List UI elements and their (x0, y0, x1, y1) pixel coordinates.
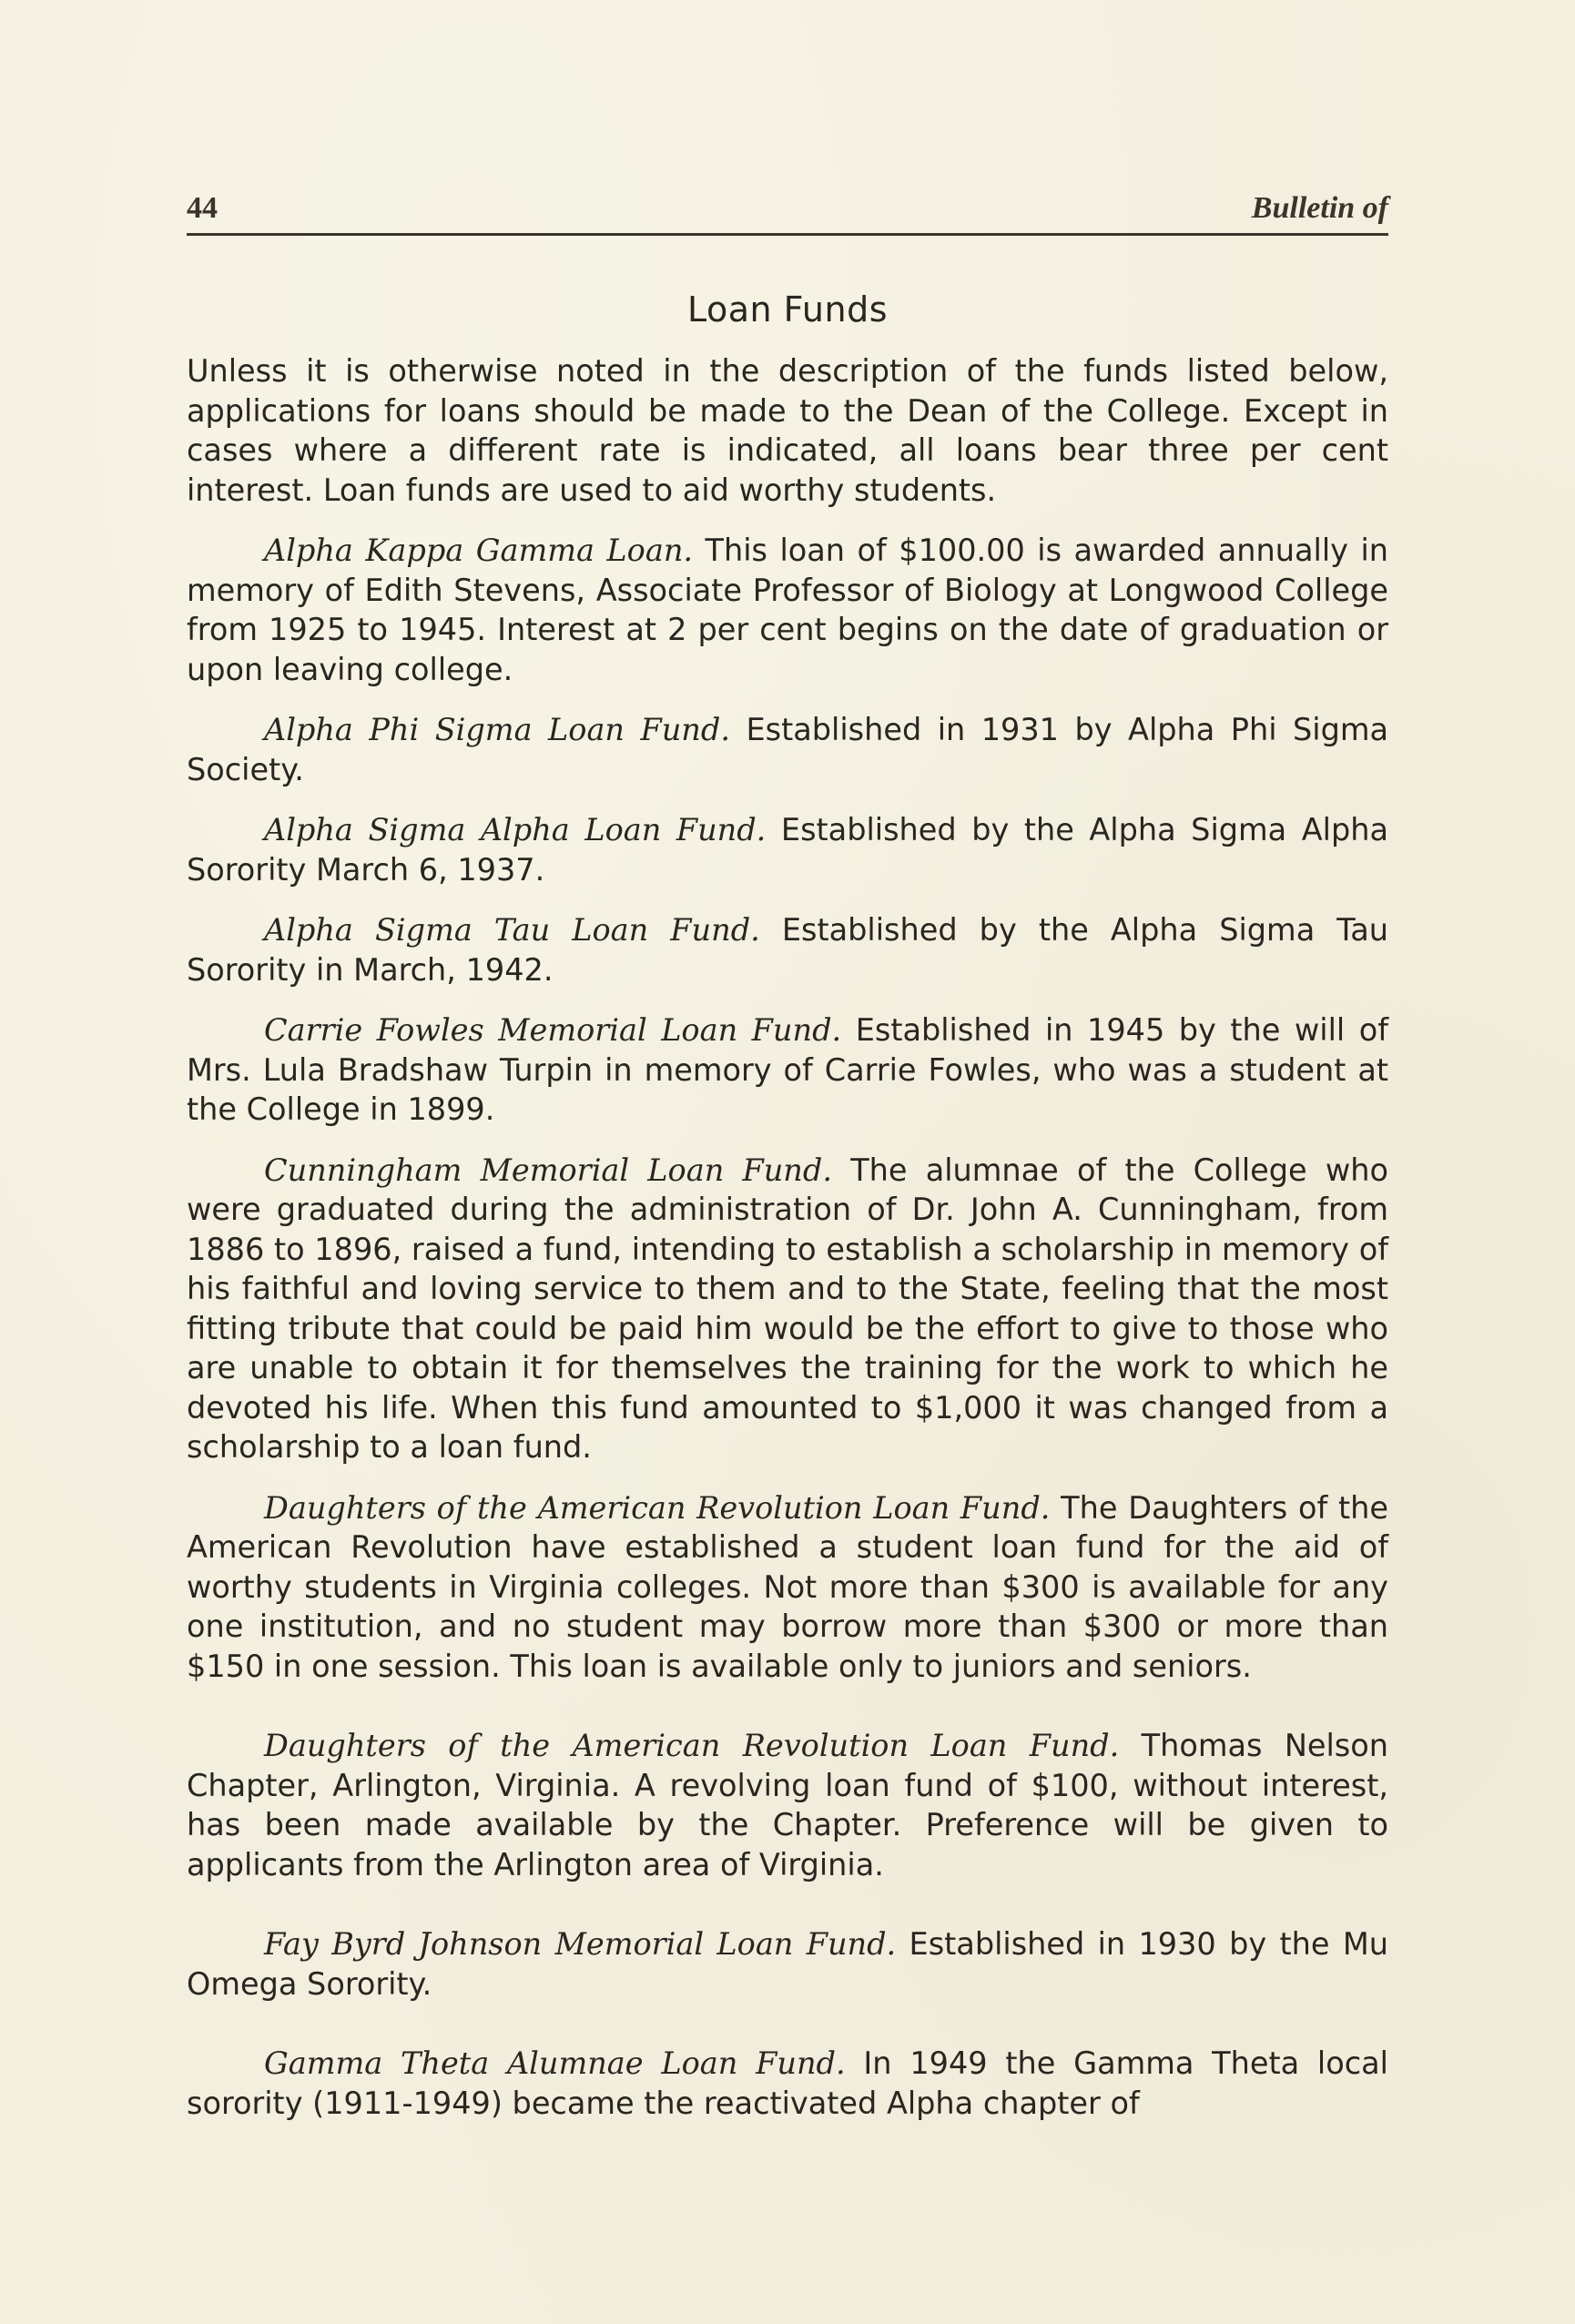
loan-entry-alpha-phi-sigma (187, 710, 1388, 789)
loan-entry-gamma-theta (187, 2044, 1388, 2123)
loan-description: Established by the Alpha Sigma Alpha Sorority March 6, 1937. (187, 812, 1388, 888)
loan-name: Daughters of the American Revolution Loan Fund. (264, 1728, 1120, 1763)
loan-description: In 1949 the Gamma Theta local sorority (1911-1949) became the reactivated Alpha chapter of (187, 2045, 1388, 2121)
loan-description: The Daughters of the American Revolution have established a student loan fund for the aid of worthy students in Virginia colleges. Not more than $300 is available for any one institution, and no student may borrow more than $300 or more than $150 in one session. This loan is available only to juniors and seniors. (187, 1489, 1388, 1684)
loan-name: Gamma Theta Alumnae Loan Fund. (264, 2045, 846, 2081)
loan-name: Fay Byrd Johnson Memorial Loan Fund. (264, 1926, 897, 1962)
loan-description: Established in 1931 by Alpha Phi Sigma Society. (187, 712, 1389, 787)
loan-description: Established in 1945 by the will of Mrs. Lula Bradshaw Turpin in memory of Carrie Fowles, who was a student at the College in 1899. (187, 1012, 1389, 1127)
loan-description: The alumnae of the College who were graduated during the administration of Dr. John A. Cunningham, from 1886 to 1896, raised a fund, intending to establish a scholarship in memory of his faithful and loving service to them and to the State, feeling that the most fitting tribute that could be paid him would be the effort to give to those who are unable to obtain it for themselves the training for the work to which he devoted his life. When this fund amounted to $1,000 it was changed from a scholarship to a loan fund. (187, 1152, 1388, 1465)
running-head: Bulletin of (1251, 191, 1388, 225)
loan-entry-cunningham (187, 1151, 1388, 1467)
loan-name: Alpha Sigma Tau Loan Fund. (264, 912, 760, 948)
loan-name: Alpha Phi Sigma Loan Fund. (264, 712, 730, 747)
loan-entry-fay-byrd-johnson (187, 1924, 1388, 2004)
loan-name: Alpha Kappa Gamma Loan. (264, 533, 694, 568)
section-body (187, 351, 1388, 2144)
page-number: 44 (187, 191, 218, 225)
loan-name: Daughters of the American Revolution Loan Fund. (264, 1489, 1051, 1526)
loan-description: Established by the Alpha Sigma Tau Sorority in March, 1942. (187, 912, 1388, 988)
loan-entry-alpha-sigma-alpha (187, 810, 1388, 889)
loan-entry-dar (187, 1488, 1388, 1687)
loan-name: Alpha Sigma Alpha Loan Fund. (264, 812, 767, 847)
loan-entry-carrie-fowles (187, 1010, 1388, 1130)
intro-paragraph: Unless it is otherwise noted in the description of the funds listed below, applications for loans should be made to the Dean of the College. Except in cases where a different rate is indicated, all loans bear three per cent interest. Loan funds are used to aid worthy students. (187, 353, 1388, 508)
page-header (187, 188, 1388, 236)
loan-description: This loan of $100.00 is awarded annually in memory of Edith Stevens, Associate Professor of Biology at Longwood College from 1925 to 1945. Interest at 2 per cent begins on the date of graduation or upon leaving college. (187, 533, 1388, 687)
section-title: Loan Funds (686, 289, 889, 330)
loan-description: Thomas Nelson Chapter, Arlington, Virginia. A revolving loan fund of $100, without interest, has been made available by the Chapter. Preference will be given to applicants from the Arlington area of Virginia. (187, 1728, 1388, 1883)
loan-description: Established in 1930 by the Mu Omega Sorority. (187, 1926, 1388, 2002)
loan-entry-alpha-sigma-tau (187, 910, 1388, 989)
loan-entry-alpha-kappa-gamma (187, 531, 1388, 689)
loan-entry-dar-thomas-nelson (187, 1726, 1388, 1884)
loan-name: Carrie Fowles Memorial Loan Fund. (264, 1012, 842, 1048)
loan-name: Cunningham Memorial Loan Fund. (264, 1152, 832, 1188)
